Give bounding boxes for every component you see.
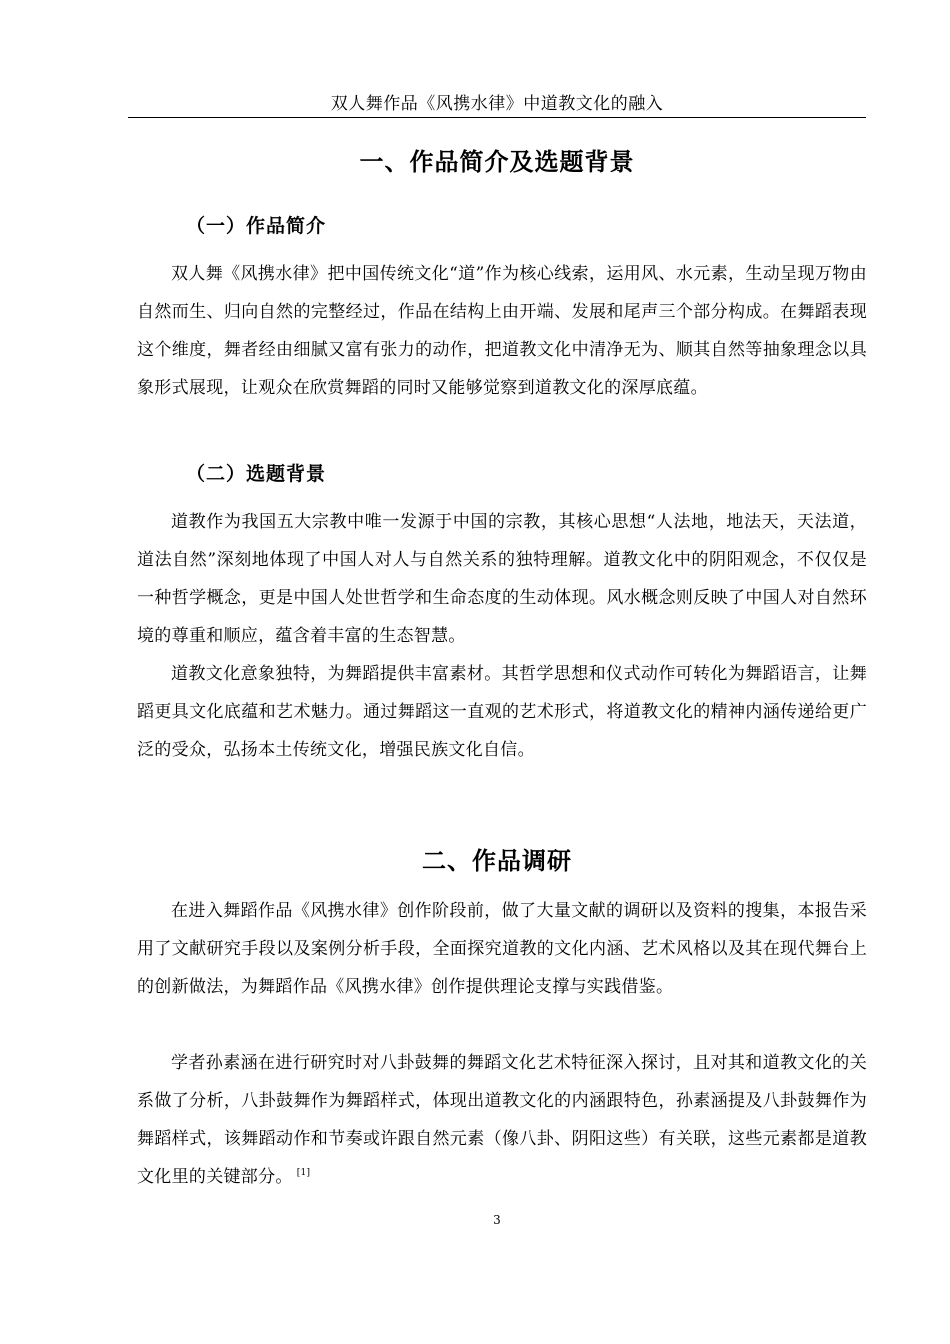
paragraph-background-1: 道教作为我国五大宗教中唯一发源于中国的宗教，其核心思想“人法地，地法天，天法道，道法自然”深刻地体现了中国人对人与自然关系的独特理解。道教文化中的阴阳观念，不仅仅是一种哲学概念，更是中国人处世哲学和生命态度的生动体现。风水概念则反映了中国人对自然环境的尊重和顺应，蕴含着丰富的生态智慧。	[137, 512, 867, 646]
section-1-heading: 一、作品简介及选题背景	[359, 148, 635, 176]
paragraph-research-2-text: 学者孙素涵在进行研究时对八卦鼓舞的舞蹈文化艺术特征深入探讨，且对其和道教文化的关系做了分析，八卦鼓舞作为舞蹈样式，体现出道教文化的内涵跟特色，孙素涵提及八卦鼓舞作为舞蹈样式，该舞蹈动作和节奏或许跟自然元素（像八卦、阴阳这些）有关联，这些元素都是道教文化里的关键部分。	[137, 1053, 867, 1187]
citation-reference[interactable]: [1]	[296, 1168, 311, 1179]
running-header: 双人舞作品《风携水律》中道教文化的融入	[330, 94, 664, 114]
subsection-2-heading: （二）选题背景	[186, 463, 327, 485]
section-2-heading: 二、作品调研	[422, 847, 572, 875]
paragraph-intro: 双人舞《风携水律》把中国传统文化“道”作为核心线索，运用风、水元素，生动呈现万物由自然而生、归向自然的完整经过，作品在结构上由开端、发展和尾声三个部分构成。在舞蹈表现这个维度，舞者经由细腻又富有张力的动作，把道教文化中清净无为、顺其自然等抽象理念以具象形式展现，让观众在欣赏舞蹈的同时又能够觉察到道教文化的深厚底蕴。	[137, 264, 867, 398]
header-rule	[128, 117, 866, 118]
paragraph-research-1: 在进入舞蹈作品《风携水律》创作阶段前，做了大量文献的调研以及资料的搜集，本报告采用了文献研究手段以及案例分析手段，全面探究道教的文化内涵、艺术风格以及其在现代舞台上的创新做法，为舞蹈作品《风携水律》创作提供理论支撑与实践借鉴。	[137, 901, 867, 997]
subsection-1-heading: （一）作品简介	[186, 215, 327, 237]
page-number: 3	[493, 1213, 501, 1227]
paragraph-research-2	[137, 1044, 867, 1196]
paragraph-background-2: 道教文化意象独特，为舞蹈提供丰富素材。其哲学思想和仪式动作可转化为舞蹈语言，让舞蹈更具文化底蕴和艺术魅力。通过舞蹈这一直观的艺术形式，将道教文化的精神内涵传递给更广泛的受众，弘扬本土传统文化，增强民族文化自信。	[137, 664, 867, 760]
